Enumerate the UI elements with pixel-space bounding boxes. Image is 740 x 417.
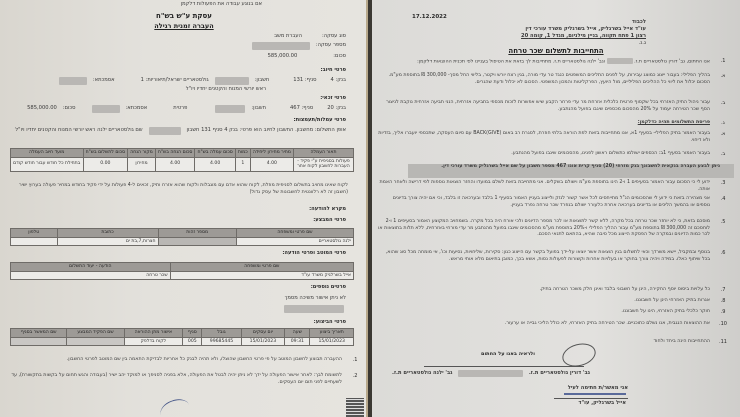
footnote-2: 2. לתשומת לבך: לאחר אישור הפעולה על ידך לא ניתן יהיה לבטל את הפעולה, אלא בפניה לסניפך או למוקד יהב ישיר (בעבודה והגש תחום על בקשות בתקשורת), עד לשעתיים לפני תום יום העסקים. bbox=[11, 373, 358, 385]
redacted-approver bbox=[11, 337, 67, 346]
signer-2-block: גב' ילנה גולסטאריים ת.ז. bbox=[392, 370, 494, 377]
table-row: פעולות בסניפית ע"י פקיד - העברות לחשבון לקוח אחר 4.00 1 4.00 4.00 מחירון 0.00 בתחילת כל חודש עבור חודש קודם bbox=[11, 157, 354, 171]
document-subtitle: העברה זמנית רגילה bbox=[154, 22, 214, 30]
letter-date: 17.12.2022 bbox=[412, 14, 447, 20]
execution-title: פרטי הביצוע: bbox=[313, 319, 346, 325]
table-row: אייל בשרלגיק משרד עו"ד שכר טרחה bbox=[11, 271, 354, 280]
originator-title: פרטי המבצע: bbox=[313, 217, 346, 223]
lawyer-name: אייל בשרגליק, עו"ד bbox=[578, 400, 626, 406]
footnote-1: 1. ההעברה תבוצע לחשבון המוטב על פי פרטי החשבון שהוצלו, ולא תהיה לבנק כל אחריות לבדיקת התאמה בין שם המוטב לפרטי החשבון. bbox=[66, 357, 358, 363]
debit-account-note: ראש יורשי המנוח והקטנים יחדיו ויו"ל bbox=[185, 86, 266, 92]
table-row: ילנה גולסטאריים חצרות,7,בת ים bbox=[11, 237, 354, 246]
bank-transfer-confirmation-page bbox=[0, 0, 368, 417]
field-amount: סכום: 585,000.00 bbox=[267, 53, 346, 59]
redacted-value bbox=[252, 42, 310, 50]
clause-9: 9. חוקר כלכלי בתיק האזרחי, הינו על חשבוננו. bbox=[621, 309, 726, 315]
clause-11: 11. ההתחייבות הינה ביחד ולחוד bbox=[653, 339, 727, 345]
clause-5: 5. מוסכם בזאת, כי לא יוחזר שכר טרחה בכל מקרה, ללא קשר לתוצאות או לכר מספר הדיונים ולכי אורח היה בכל מקרה. בשמחויב המקוצע האמור בסעיפים 1 ו-2 לוחסכם זה 300,000 ₪ בתוספת מע"מ עבור ההליך הפלילי ו-20% בתוספת מע"מ מהסכומים שיגבו בפועל מהנתבע מר עדי מורחי באזרחית, ללא תלות בתוצאות או לכר כמות הדיונים ובמקרה של הפסקת הייצוג מכל סיבה שהיא, בהתאם לתנאי הסכם. bbox=[378, 219, 726, 237]
signature-mark-icon bbox=[157, 395, 192, 417]
document-title: עסקת ע"ש בש"ח bbox=[156, 12, 212, 20]
fees-section-title: פרטי עמלות/תעמצות: bbox=[293, 117, 346, 123]
barcode-stamp-icon bbox=[346, 398, 364, 417]
debit-bank-row: בנק: 4 סניף: 131 חשבון: גולסטאריים ישראל/תיאוריות: 1 אסמכתא: bbox=[59, 77, 346, 85]
clause-8: 8. אגרות בתיק האזרחי הינן על חשבוננו. bbox=[634, 298, 726, 304]
redacted-id bbox=[158, 237, 236, 246]
clause-1: 1. אנו החתום, גב' דורין גולסטאריים ת.ז. וגב' ילנה גולסטאריים ת.ז. מתחייבות לך בזאת את הטיפול בעניינו לפי תכנית ההוצאות דלקמן: bbox=[417, 58, 726, 65]
table-row: 15/01/2023 09:31 15/01/2023 99685445 005 לקוח בדלפק bbox=[11, 337, 354, 346]
bank-instruction: ניתן לבצע העברה בנקאית לחשבונך בנק מזרחי (20) סניף קרית אונו 467 מספר חשבון על שם אייל בשרגליק משרד עורכי דין. bbox=[441, 164, 720, 169]
redacted-phone bbox=[11, 237, 58, 246]
fees-note: לקוח שאינו מחויב בתשלום לסניפית מוזלת, לקוח שהוא אדם עם מוגבלות ולקוח שהוא אזרח ותיק, זכאים ל-4 פעולות על ידי פקיד בחודש במחיר פעולה בערוץ ישיר (חשבון זה לא רלוונטית לחשבונות של עסק גדול) bbox=[18, 183, 348, 195]
clause-10: 10. את ההוצאות הנגבית, אנו נשלם כתוכניים. שכר הטירחה בתיק האזרחי, לא כולל הליכי גבייה או ערעור. bbox=[504, 321, 727, 327]
notice-title: מקרא להודעה: bbox=[309, 206, 346, 212]
fees-table: תאור העמלה מחיר מחירון ליחידה כמות סכום עמלה בש"ח סכום הנחה בש"ח מקור הנחה סכום לתשלום בש"ח מועד חיוב העמלה פעולות בסניפית ע"י פקיד - העברות לחשבון לקוח אחר 4.00 1 4.00 4.00 מחירון 0.00 בתחילת כל חודש עבור חודש קודם bbox=[10, 148, 354, 172]
purpose-title: פרטי המוטב ופרטי הודעה: bbox=[282, 250, 346, 256]
clause-6: 6. בנוסף ובמקביל, יישא משרדך וכאי לתשלום בגין הוצאות אשר יוצאו על-ידך בפועל בקשר עם הייצוג כגון: סקירות, שליחויות, נסיעות וכו', אי מומחה מכל סוג שהוא, בכל שיתוף כאלו. במידה ויהיה צורך בחוקר או בעלויות אחרות וקשורות לפעולות נסות, אשא בכך, כמובן בתיאום מלא אותי מראש. bbox=[385, 250, 726, 262]
signature-heading: ולראיה באנו על החתום bbox=[480, 351, 535, 357]
letter-title: התחייבות לתשלום שכר טרחה bbox=[508, 47, 604, 55]
signer-1: גב' דורין גולסטאריים ת.ז. bbox=[481, 370, 590, 377]
credit-bank-row: בנק: 20 סניף: 467 חשבון: פרטית אסמכתא: סכום: 585,000.00 bbox=[27, 105, 346, 111]
lawyer-confirmation: אני מאשר/ת חתימה לעיל bbox=[567, 385, 628, 391]
fees-payment-text: אופן התשלום: מחשבון. החשבון לחיוב הוא פרטי: בנק 4 סניף 131 חשבון שם גולסטאריים ילנה ראש יורשי המנוח והקטנים יחדיו ויו"ל bbox=[15, 127, 346, 133]
redacted-block bbox=[284, 305, 344, 313]
clause-2: ג. פריסת התשלומים תהיה כדלקמן: bbox=[637, 120, 725, 126]
credit-section-title: פרטי זכאי: bbox=[320, 95, 346, 101]
recipient-block: לכבוד עו"ד אייל בשרגליק, אייל בשרגליק משרד עורכי דין רצון 1 פתח תקווה, בניין מילניום, מגדל 1, קומה 20 ג.נ. bbox=[521, 19, 646, 46]
lawyer-signature-icon bbox=[564, 393, 626, 395]
clause-4: 4. אני מצהירה בזאת כי ידוע לי שהסכומים הנ"ל מתייחסים לכל אשר קשור לנזק ולייצוג בעניין האמור בסעיף 1 בלבד ובערכאה זו בלבד, וכי אם יהיה צורך בדיונים נוספים או בהמשך הליכים או בדיונים בערכאה אחרת כלעורר ישולם בנפרד שכר טרחה נפרד בעניין. bbox=[392, 196, 726, 208]
originator-table: שם פרטי ומשפחה מספר זהות כתובת טלפון ילנה גולסטאריים חצרות,7,בת ים bbox=[10, 228, 354, 246]
field-transaction-number: מספר עסקה: bbox=[252, 42, 346, 50]
clause-2a: א. בעבור האמור בתיק הפלילי- בסעיף 1א, אנו מתחייבות בזאת לפת הוראה בלתי חוזרת, לסגרת רב באום BACK(GIVE) עם סיום העסקה, שתכספי יועברו אליך, בזדיות ולא דיחוי. bbox=[378, 131, 726, 143]
clause-2b: ב. בעבור האמור בסעיף 1ב: הכספים ישולמו כתשלום ראשון לפנינו, מהסכומים שיגבו בפועל מהנתבע. bbox=[511, 151, 726, 157]
extra-text: לא ניתן אישור משיכה מסמך bbox=[284, 295, 346, 301]
fee-commitment-letter-page bbox=[372, 0, 740, 417]
execution-table: תאריך ביצוע שעה יום עסקים גובל סניף אישור מתן ההוראה שם הפקיד המבצע שם המאשר בסניף 15/01/2023 09:31 15/01/2023 99685445 005 לקוח בדלפק bbox=[10, 328, 354, 346]
clause-1a: א. בהליך הפלילי: בעבור ייצוג כמוצג עבירות, על לפנים התליכים המשפטים כנגד טר עדי מורה, בגין רצח יורש ויקטר, בליווי החל מסך- 300,000 ₪ בתוספת מע"מ. הסכום יכלול את ליווי כל ההליכים הפליליים, מול היועץ, הפרקליטות והמכון המשפטי. הסכום לא יכלול ודעת שהגרים. bbox=[388, 73, 726, 85]
debit-section-title: פרטי חיוב: bbox=[320, 67, 346, 73]
clause-7: 7. כל עלויות ביסוס יוסף החקירה, הינן על חשבוני בלבד ואינן חלק משכר הטרחה בתיק. bbox=[539, 287, 726, 293]
clause-1b: ב. עבור ניהול התיק האזרחי בכל שקסוף פרטית כלכלית אזרחת מר עדי פרחר הקבע שיש אפשרות לזכות מכספי בתביעה אזרחית, הנני תביעה אזרחית נוקבת לניצור הסף שכר הטירחה יעמוד על 20% מהסכום מכספים שיגבו בפועל מהנתבע. bbox=[386, 100, 726, 112]
redacted-clerk bbox=[67, 337, 124, 346]
clause-3: 3. ידוע לי כי הסכום עבור האמור בסעיפים 1 ו-2 הינו בתוספת מע"מ וישולם בשקלים. אני מתחייבת בזאת לשלם במועדו והחזר הוצאות נוספות לפי דרישה ולאחר האמת אותה. bbox=[379, 180, 726, 192]
field-transaction-type: סוג עסקה: העברת משב bbox=[274, 33, 346, 39]
purpose-table: שם פרטי ומשפחה הודעה - יעוד התשלום אייל בשרלגיק משרד עו"ד שכר טרחה bbox=[10, 262, 354, 280]
top-note: אם בנוגע עבודה את הפעולות דלקמן bbox=[180, 1, 262, 7]
extra-title: פרטים נוספים: bbox=[310, 284, 346, 290]
